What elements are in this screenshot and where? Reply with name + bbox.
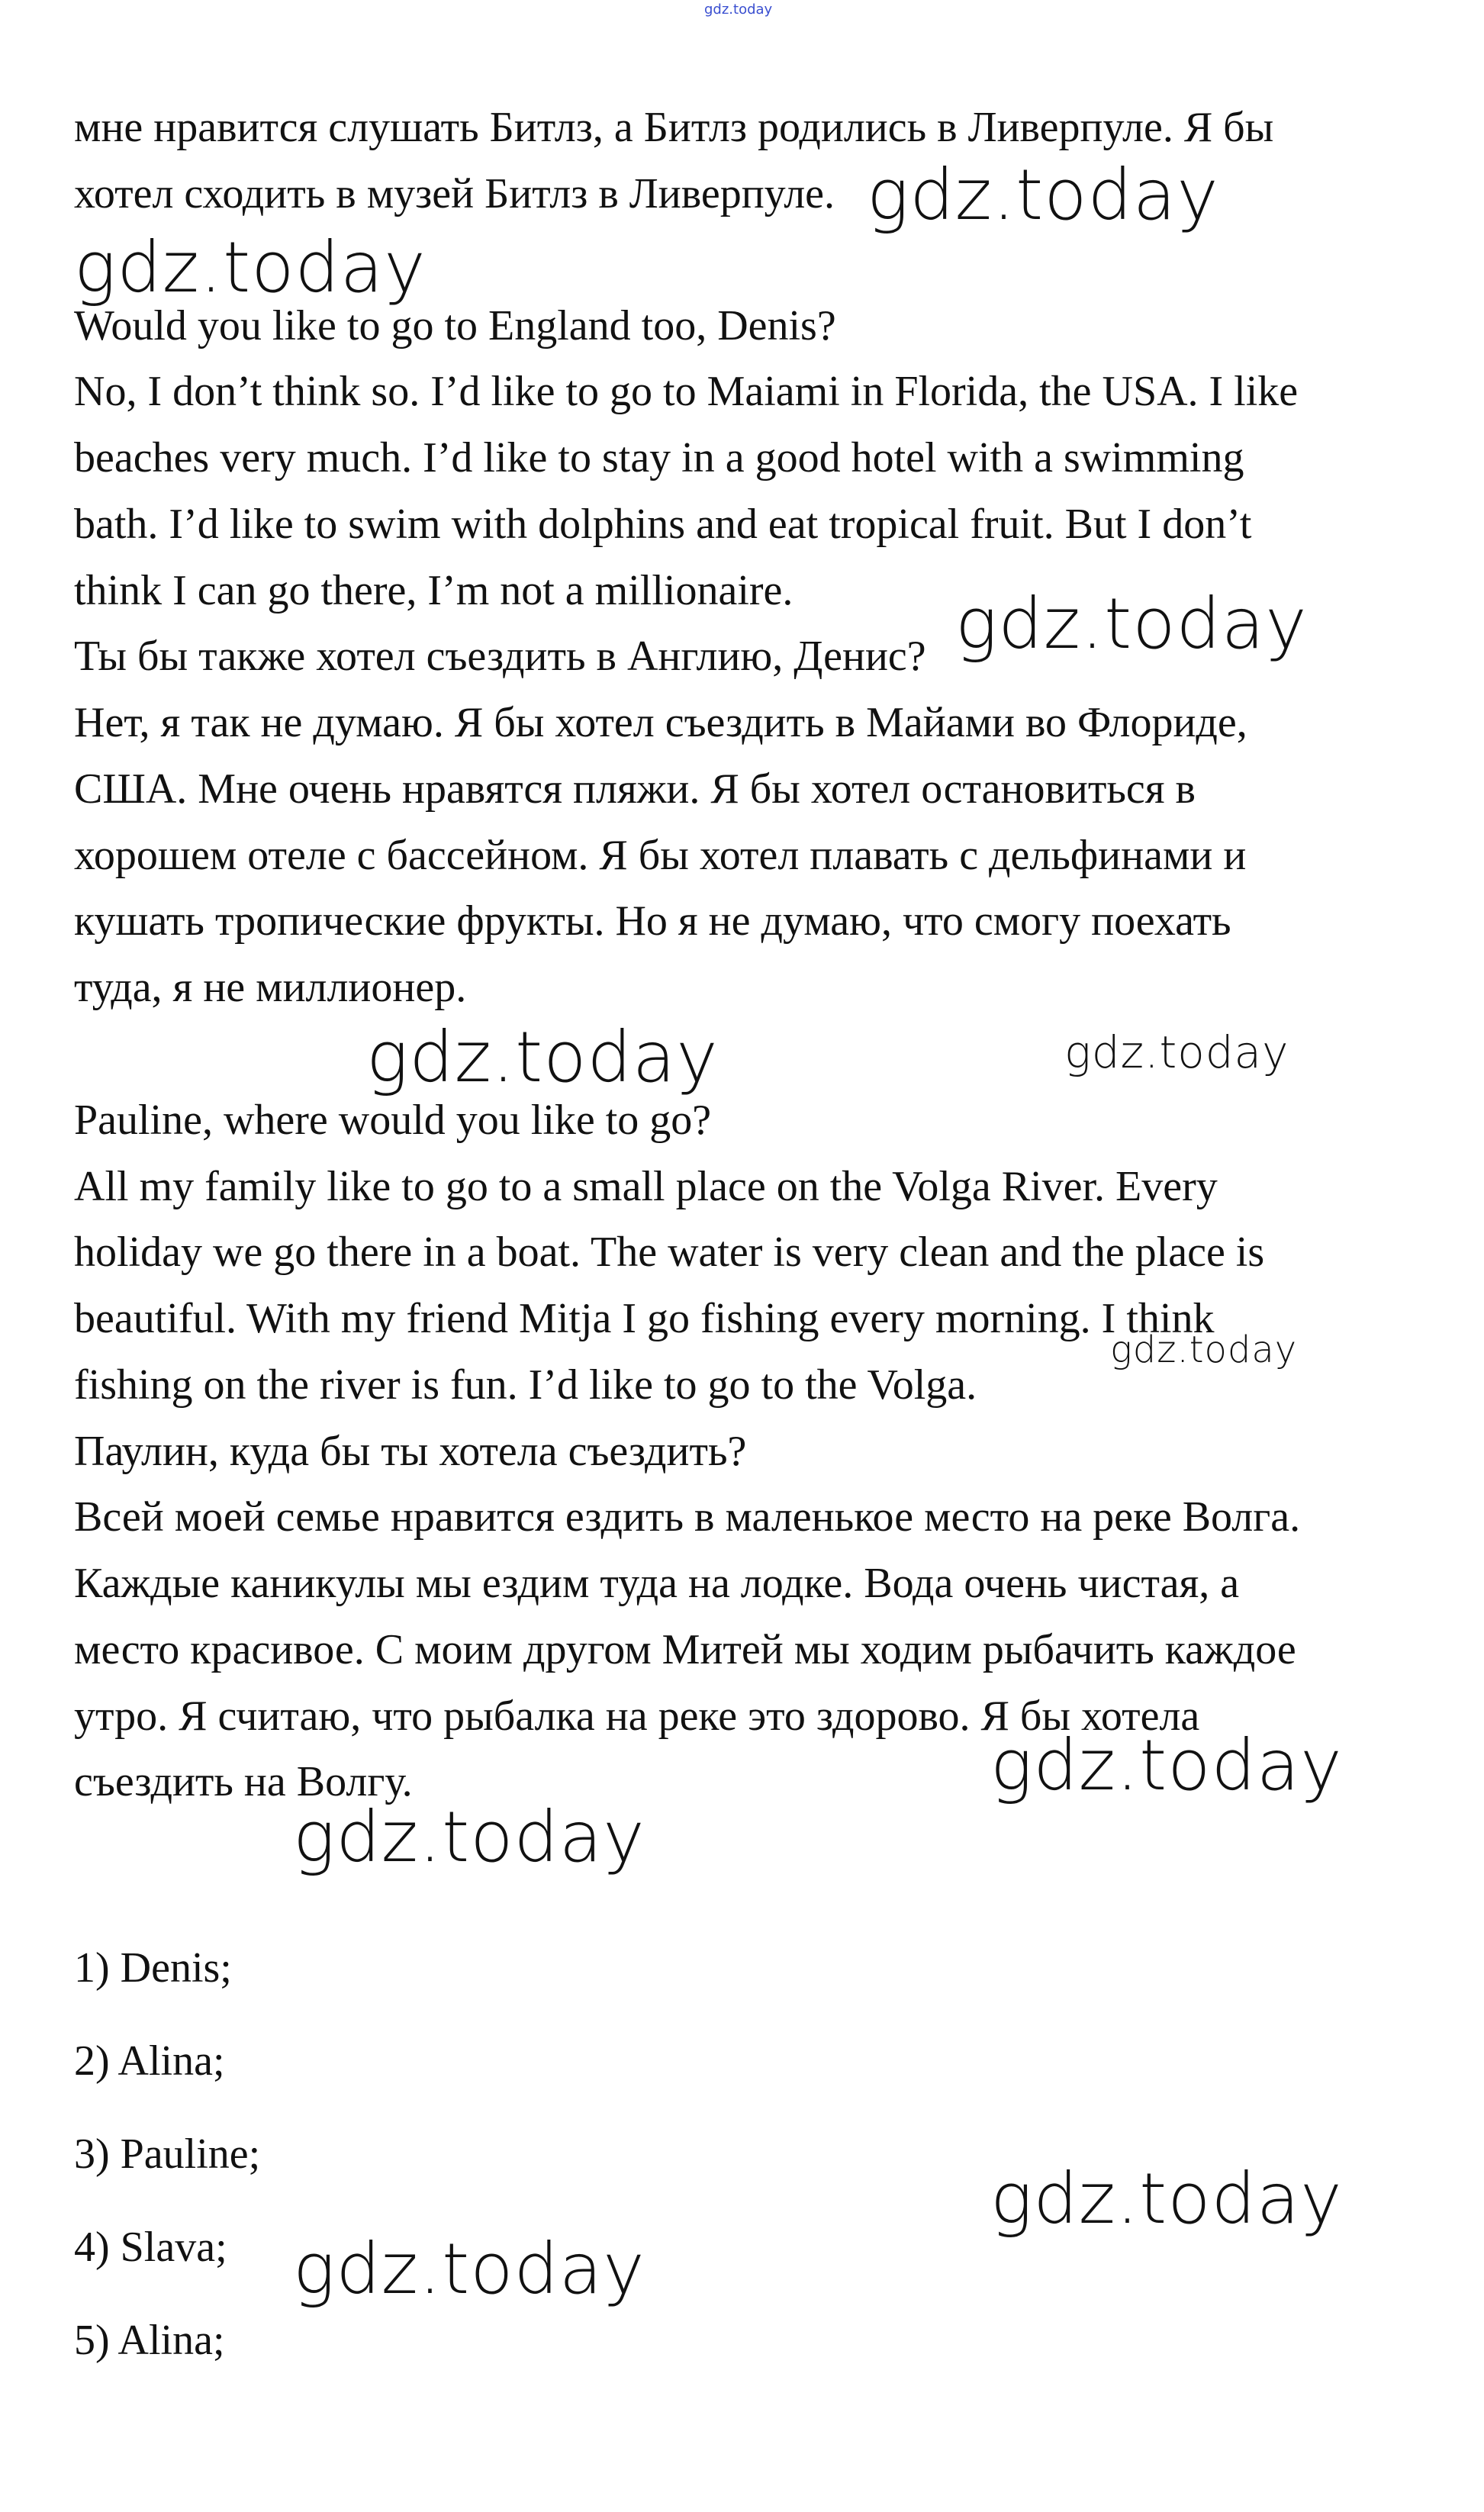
answer-item: 4) Slava; (74, 2224, 227, 2271)
text-line: All my family like to go to a small place on the Volga River. Every (74, 1163, 1218, 1210)
watermark: gdz.today (1064, 1026, 1289, 1078)
text-line: Would you like to go to England too, Denis? (74, 302, 836, 349)
text-line: Всей моей семье нравится ездить в маленькое место на реке Волга. (74, 1493, 1301, 1541)
text-line: Паулин, куда бы ты хотела съездить? (74, 1428, 747, 1475)
text-line: beautiful. With my friend Mitja I go fishing every morning. I think (74, 1295, 1215, 1342)
text-line: США. Мне очень нравятся пляжи. Я бы хотел остановиться в (74, 765, 1196, 813)
text-line: туда, я не миллионер. (74, 964, 467, 1011)
text-line: кушать тропические фрукты. Но я не думаю, что смогу поехать (74, 897, 1231, 945)
text-line: съездить на Волгу. (74, 1758, 413, 1805)
answer-item: 5) Alina; (74, 2317, 225, 2364)
text-line: Каждые каникулы мы ездим туда на лодке. Вода очень чистая, а (74, 1560, 1240, 1607)
text-line: fishing on the river is fun. I’d like to go to the Volga. (74, 1361, 977, 1409)
watermark: gdz.today (990, 1725, 1343, 1806)
watermark: gdz.today (990, 2158, 1343, 2240)
text-line: bath. I’d like to swim with dolphins and eat tropical fruit. But I don’t (74, 501, 1252, 548)
watermark: gdz.today (955, 583, 1308, 665)
text-line: think I can go there, I’m not a millionaire. (74, 567, 794, 614)
watermark: gdz.today (1110, 1328, 1298, 1371)
top-watermark: gdz.today (704, 2, 773, 18)
text-line: holiday we go there in a boat. The water is very clean and the place is (74, 1229, 1265, 1276)
text-line: место красивое. С моим другом Митей мы ходим рыбачить каждое (74, 1626, 1296, 1673)
text-line: Pauline, where would you like to go? (74, 1097, 712, 1144)
answer-item: 1) Denis; (74, 1944, 232, 1992)
text-line: хотел сходить в музей Битлз в Ливерпуле. (74, 170, 835, 217)
text-line: утро. Я считаю, что рыбалка на реке это здорово. Я бы хотела (74, 1692, 1200, 1740)
watermark: gdz.today (293, 2228, 645, 2310)
text-line: Нет, я так не думаю. Я бы хотел съездить в Майами во Флориде, (74, 699, 1247, 746)
text-line: мне нравится слушать Битлз, а Битлз родились в Ливерпуле. Я бы (74, 104, 1274, 151)
answer-item: 2) Alina; (74, 2037, 225, 2085)
text-line: Ты бы также хотел съездить в Англию, Денис? (74, 633, 926, 680)
watermark: gdz.today (867, 154, 1219, 236)
watermark: gdz.today (74, 227, 427, 308)
answer-item: 3) Pauline; (74, 2130, 261, 2178)
watermark: gdz.today (293, 1796, 645, 1878)
text-line: хорошем отеле с бассейном. Я бы хотел плавать с дельфинами и (74, 832, 1247, 879)
watermark: gdz.today (366, 1016, 719, 1098)
text-line: No, I don’t think so. I’d like to go to Maiami in Florida, the USA. I like (74, 368, 1299, 415)
text-line: beaches very much. I’d like to stay in a good hotel with a swimming (74, 434, 1244, 481)
